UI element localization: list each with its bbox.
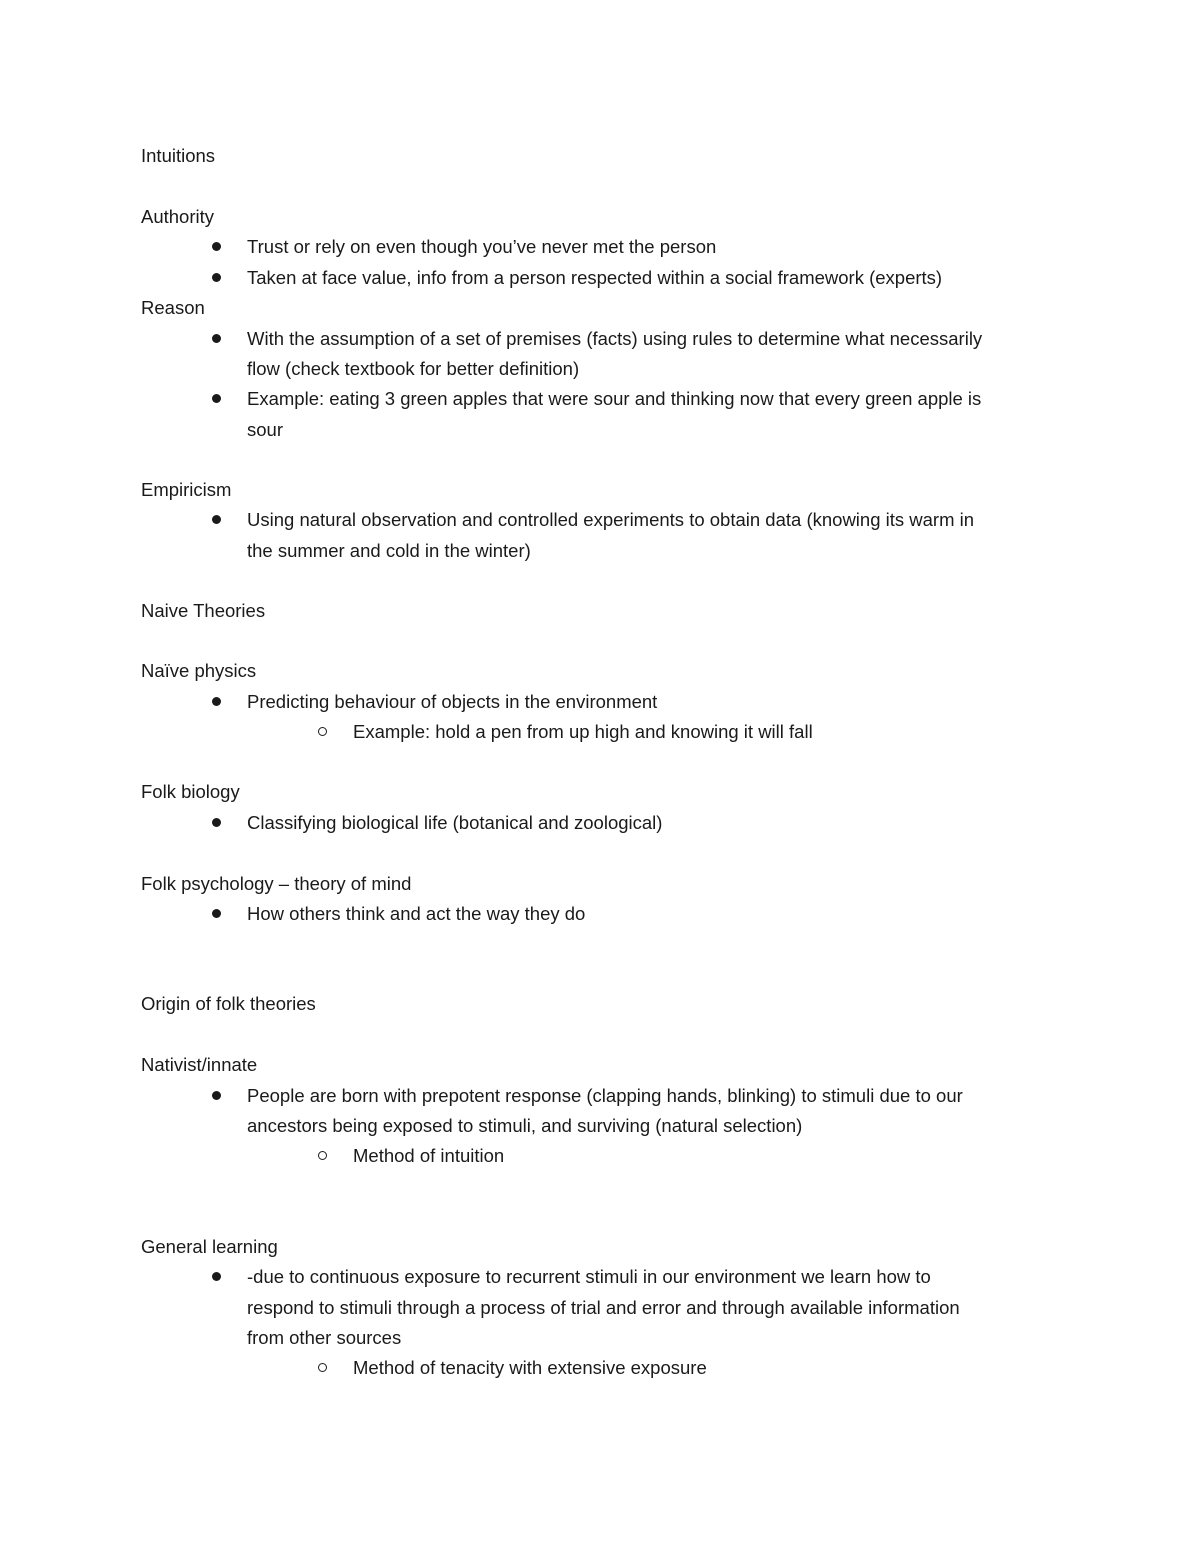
bullet-icon (212, 515, 221, 524)
list-item: With the assumption of a set of premises (facts) using rules to determine what necessarily (247, 328, 983, 349)
list-item: Example: eating 3 green apples that were sour and thinking now that every green apple is (247, 388, 982, 409)
list-item-continuation: the summer and cold in the winter) (247, 540, 531, 561)
list-item: Taken at face value, info from a person respected within a social framework (experts) (247, 267, 943, 288)
list-item: -due to continuous exposure to recurrent stimuli in our environment we learn how to (247, 1266, 931, 1287)
bullet-icon (212, 1272, 221, 1281)
heading-authority: Authority (141, 206, 215, 227)
bullet-icon (212, 273, 221, 282)
sub-list-item: Method of intuition (353, 1145, 505, 1166)
bullet-icon (212, 818, 221, 827)
heading-naive-theories: Naive Theories (141, 600, 266, 621)
heading-intuitions: Intuitions (141, 145, 216, 166)
heading-folk-biology: Folk biology (141, 781, 240, 802)
bullet-icon (212, 242, 221, 251)
list-item: Using natural observation and controlled experiments to obtain data (knowing its warm in (247, 509, 975, 530)
list-item: Predicting behaviour of objects in the environment (247, 691, 658, 712)
bullet-icon (212, 909, 221, 918)
list-item-continuation: flow (check textbook for better definition) (247, 358, 580, 379)
list-item-continuation: respond to stimuli through a process of trial and error and through available information (247, 1297, 960, 1318)
heading-nativist-innate: Nativist/innate (141, 1054, 258, 1075)
sub-list-item: Example: hold a pen from up high and knowing it will fall (353, 721, 813, 742)
hollow-bullet-icon (318, 727, 327, 736)
heading-folk-psychology: Folk psychology – theory of mind (141, 873, 412, 894)
hollow-bullet-icon (318, 1363, 327, 1372)
hollow-bullet-icon (318, 1151, 327, 1160)
list-item: How others think and act the way they do (247, 903, 586, 924)
list-item-continuation: ancestors being exposed to stimuli, and surviving (natural selection) (247, 1115, 803, 1136)
heading-empiricism: Empiricism (141, 479, 232, 500)
bullet-icon (212, 1091, 221, 1100)
list-item-continuation: from other sources (247, 1327, 402, 1348)
bullet-icon (212, 697, 221, 706)
list-item: Trust or rely on even though you’ve never met the person (247, 236, 717, 257)
list-item: Classifying biological life (botanical and zoological) (247, 812, 663, 833)
bullet-icon (212, 334, 221, 343)
heading-general-learning: General learning (141, 1236, 278, 1257)
heading-reason: Reason (141, 297, 205, 318)
bullet-icon (212, 394, 221, 403)
list-item-continuation: sour (247, 419, 283, 440)
sub-list-item: Method of tenacity with extensive exposure (353, 1357, 707, 1378)
list-item: People are born with prepotent response (clapping hands, blinking) to stimuli due to our (247, 1085, 963, 1106)
heading-origin-of-folk-theories: Origin of folk theories (141, 993, 316, 1014)
heading-naive-physics: Naïve physics (141, 660, 257, 681)
